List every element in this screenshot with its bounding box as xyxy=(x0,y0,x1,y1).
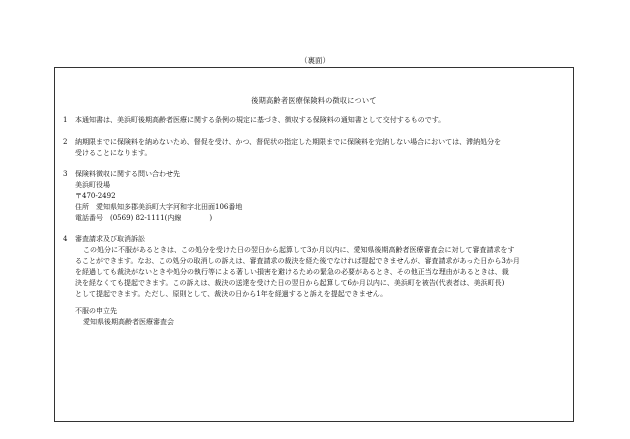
section-heading: 審査請求及び取消訴訟 xyxy=(75,235,145,243)
section-number: 2 xyxy=(63,138,68,146)
appeal-body: 愛知県後期高齢者医療審査会 xyxy=(83,318,174,326)
document-title: 後期高齢者医療保険料の徴収について xyxy=(251,96,377,105)
contact-address: 住所 愛知県知多郡美浜町大字河和字北田面106番地 xyxy=(75,203,243,211)
section-4 xyxy=(63,234,565,300)
section-text-line: ることができます。なお、この処分の取消しの訴えは、審査請求の裁決を経た後でなければ提起できませんが、審査請求があった日から3か月 xyxy=(75,257,520,265)
page-side-label: （裏面） xyxy=(300,56,330,65)
section-3 xyxy=(63,169,565,224)
section-2 xyxy=(63,137,565,159)
section-text-line: として提起できます。ただし、原則として、裁決の日から1年を経過すると訴えを提起できません。 xyxy=(75,290,388,298)
section-text-line: この処分に不服があるときは、この処分を受けた日の翌日から起算して3か月以内に、愛知県後期高齢者医療審査会に対して審査請求をす xyxy=(83,246,515,254)
document-frame xyxy=(54,67,574,422)
section-text-line: 受けることになります。 xyxy=(75,149,152,157)
section-text: 本通知書は、美浜町後期高齢者医療に関する条例の規定に基づき、徴収する保険料の通知書として交付するものです。 xyxy=(75,116,446,124)
section-text-line: 納期限までに保険料を納めないため、督促を受け、かつ、督促状の指定した期限までに保険料を完納しない場合においては、滞納処分を xyxy=(75,138,502,146)
section-1 xyxy=(63,115,565,126)
appeal-destination xyxy=(63,306,565,328)
section-text-line: を経過しても裁決がないときや処分の執行等による著しい損害を避けるための緊急の必要があるとき、その他正当な理由があるときは、裁 xyxy=(75,268,509,276)
section-number: 3 xyxy=(63,170,68,178)
section-number: 4 xyxy=(63,235,68,243)
section-text-line: 決を経なくても提起できます。この訴えは、裁決の送達を受けた日の翌日から起算して6か月以内に、美浜町を被告(代表者は、美浜町長) xyxy=(75,279,505,287)
contact-phone: 電話番号 (0569) 82-1111(内線 ) xyxy=(75,214,213,222)
contact-office: 美浜町役場 xyxy=(75,181,110,189)
section-number: 1 xyxy=(63,116,68,124)
appeal-heading: 不服の申立先 xyxy=(75,307,117,315)
section-heading: 保険料徴収に関する問い合わせ先 xyxy=(75,170,180,178)
contact-postal: 〒470-2492 xyxy=(75,192,116,200)
